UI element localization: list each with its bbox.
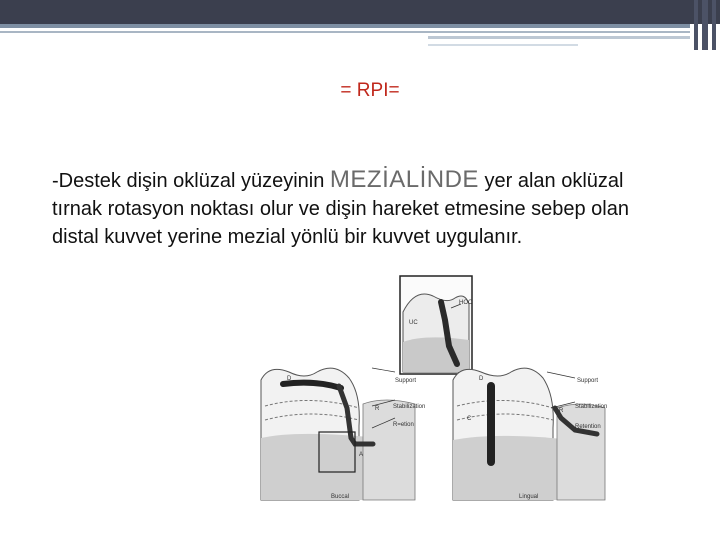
accent-line (0, 24, 690, 28)
slide-paragraph (52, 166, 672, 251)
left-label-stabilization: Stabilization (393, 404, 426, 410)
right-label-d: D (479, 376, 484, 382)
left-label-support: Support (395, 378, 417, 384)
right-label-c: C (467, 416, 472, 422)
right-label-r: R (559, 408, 564, 414)
illustration-svg (255, 268, 635, 504)
right-label-stabilization: Stabilization (575, 404, 608, 410)
inset-label-hoc: HOC (459, 300, 473, 306)
paragraph-text: -Destek dişin oklüzal yüzeyinin (52, 170, 330, 192)
left-label-r: R (375, 406, 380, 412)
header-band (0, 0, 720, 24)
emphasis-text: MEZİALİNDE (329, 166, 479, 193)
inset-detail (400, 276, 473, 374)
buccal-view-drawing (261, 368, 425, 500)
rpi-clasp-illustration (255, 268, 635, 504)
left-view-label: Buccal (331, 494, 350, 500)
slide-title: = RPI= (340, 80, 400, 101)
left-label-d: D (287, 376, 292, 382)
left-label-a: A (359, 452, 364, 458)
paragraph-text: yer alan oklüzal tırnak rotasyon noktası olur ve dişin hareket etmesine sebep olan distal kuvvet yerine mezial yönlü bir kuvvet uygulanır. (52, 170, 629, 248)
accent-line (428, 36, 690, 39)
corner-decoration (692, 0, 720, 50)
accent-line (428, 44, 578, 46)
accent-line (0, 31, 690, 33)
right-label-support: Support (577, 378, 599, 384)
right-label-retention: Retention (575, 424, 601, 430)
lingual-view-drawing (453, 368, 607, 500)
right-view-label: Lingual (519, 494, 539, 500)
left-label-retention: R=etion (393, 422, 414, 428)
inset-label-uc: UC (409, 320, 418, 326)
